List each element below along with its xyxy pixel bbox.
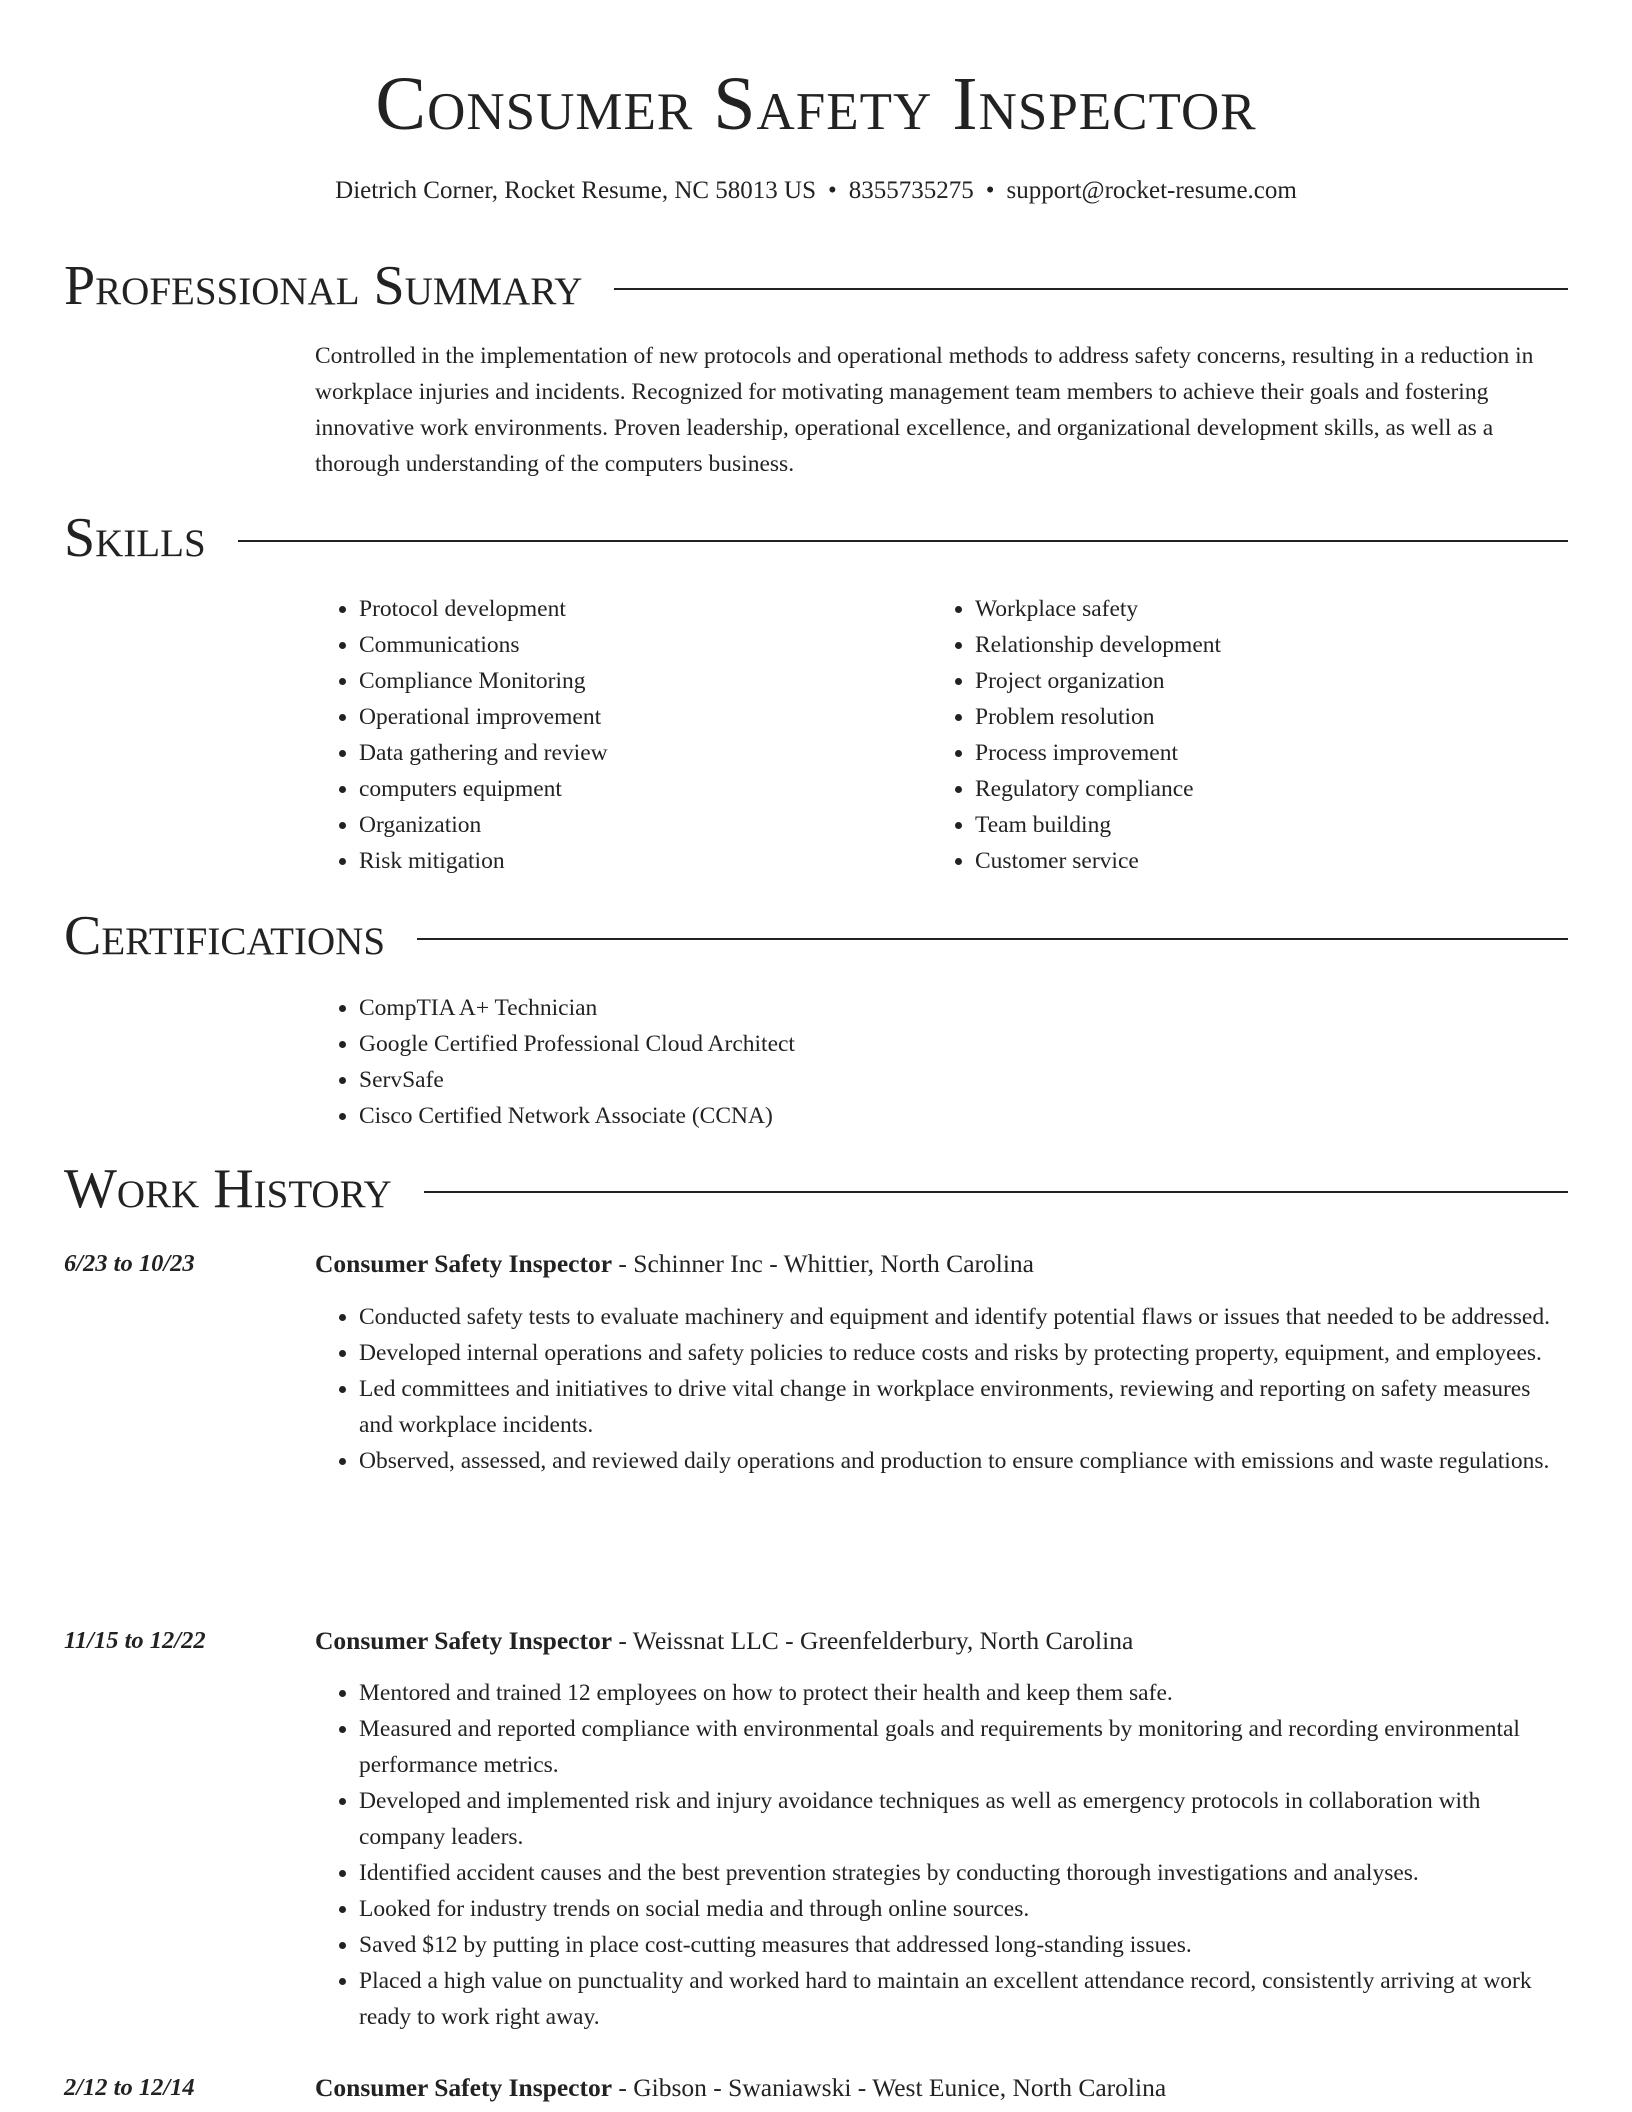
contact-address: Dietrich Corner, Rocket Resume, NC 58013 US [335, 177, 817, 204]
job-bullet: • Identified accident causes and the best prevention strategies by conducting thorough investigations and analyses. [359, 1855, 1570, 1891]
skill-item: • Protocol development [359, 591, 895, 627]
candidate-name: Consumer Safety Inspector [375, 62, 1257, 146]
job-title: Consumer Safety Inspector [315, 1626, 613, 1655]
certification-list [315, 990, 1570, 1134]
job-bullet: • Led committees and initiatives to drive vital change in workplace environments, reviewing and reporting on safety measures and workplace incidents. [359, 1371, 1570, 1443]
job-bullet: • Looked for industry trends on social media and through online sources. [359, 1891, 1570, 1927]
job-employer-location: - Schinner Inc - Whittier, North Carolina [612, 1249, 1034, 1278]
skill-item: • Operational improvement [359, 699, 895, 735]
skill-item: • Process improvement [975, 735, 1571, 771]
job-list [315, 1299, 1570, 1479]
skills-column-right [931, 591, 1571, 879]
section-divider [614, 288, 1568, 290]
skills-column-left [315, 591, 895, 879]
summary-section-header [64, 253, 1568, 319]
job-bullet: • Observed, assessed, and reviewed daily operations and production to ensure compliance with emissions and waste regulations. [359, 1443, 1570, 1479]
job-dates: 11/15 to 12/22 [64, 1627, 206, 1654]
skill-item: • Data gathering and review [359, 735, 895, 771]
contact-line [0, 174, 1632, 208]
job-bullet: • Placed a high value on punctuality and worked hard to maintain an excellent attendance record, consistently arriving at work ready to work right away. [359, 1963, 1570, 2035]
job-employer-location: - Weissnat LLC - Greenfelderbury, North Carolina [612, 1626, 1134, 1655]
skill-item: • Project organization [975, 663, 1571, 699]
job-dates: 6/23 to 10/23 [64, 1250, 195, 1277]
contact-separator: • [985, 177, 995, 204]
contact-email: support@rocket-resume.com [1006, 177, 1297, 204]
certifications-section-header [64, 903, 1568, 969]
job-title: Consumer Safety Inspector [315, 1249, 613, 1278]
job-bullet: • Saved $12 by putting in place cost-cutting measures that addressed long-standing issues. [359, 1927, 1570, 1963]
skill-item: • Team building [975, 807, 1571, 843]
skill-item: • Workplace safety [975, 591, 1571, 627]
work-history-section-header [64, 1156, 1568, 1222]
contact-phone: 8355735275 [848, 177, 974, 204]
job-bullet: • Developed internal operations and safety policies to reduce costs and risks by protecting property, equipment, and employees. [359, 1335, 1570, 1371]
section-divider [417, 938, 1568, 940]
job-bullets [315, 1675, 1570, 2035]
skill-item: • Relationship development [975, 627, 1571, 663]
section-divider [424, 1191, 1568, 1193]
skill-item: • Regulatory compliance [975, 771, 1571, 807]
job-bullet: • Measured and reported compliance with environmental goals and requirements by monitoring and recording environmental performance metrics. [359, 1711, 1570, 1783]
skill-list [931, 591, 1571, 879]
certifications-list [315, 990, 1570, 1134]
job-heading [315, 1623, 1575, 1659]
skill-item: • Organization [359, 807, 895, 843]
job-heading [315, 1246, 1575, 1282]
section-title-certifications: Certifications [64, 905, 386, 967]
skill-item: • Risk mitigation [359, 843, 895, 879]
skill-item: • Customer service [975, 843, 1571, 879]
job-bullet: • Conducted safety tests to evaluate machinery and equipment and identify potential flaws or issues that needed to be addressed. [359, 1299, 1570, 1335]
job-employer-location: - Gibson - Swaniawski - West Eunice, North Carolina [612, 2073, 1167, 2102]
skill-item: • Compliance Monitoring [359, 663, 895, 699]
contact-separator: • [828, 177, 837, 204]
section-title-skills: Skills [64, 507, 206, 569]
job-heading [315, 2070, 1575, 2106]
section-divider [238, 540, 1568, 542]
skill-item: • Problem resolution [975, 699, 1571, 735]
certification-item: • Cisco Certified Network Associate (CCNA) [359, 1098, 1570, 1134]
job-list [315, 1675, 1570, 2035]
certification-item: • ServSafe [359, 1062, 1570, 1098]
skill-item: • Communications [359, 627, 895, 663]
job-bullets [315, 1299, 1570, 1479]
job-bullet: • Mentored and trained 12 employees on how to protect their health and keep them safe. [359, 1675, 1570, 1711]
skill-item: • computers equipment [359, 771, 895, 807]
section-title-work-history: Work History [64, 1158, 392, 1220]
certification-item: • Google Certified Professional Cloud Architect [359, 1026, 1570, 1062]
job-bullet: • Developed and implemented risk and injury avoidance techniques as well as emergency protocols in collaboration with company leaders. [359, 1783, 1570, 1855]
certification-item: • CompTIA A+ Technician [359, 990, 1570, 1026]
job-title: Consumer Safety Inspector [315, 2073, 613, 2102]
summary-text: Controlled in the implementation of new protocols and operational methods to address safety concerns, resulting in a reduction in workplace injuries and incidents. Recognized for motivating management team members to achieve their goals and fostering innovative work environments. Proven leadership, operational excellence, and organizational development skills, as well as a thorough understanding of the computers business. [315, 343, 1534, 477]
skills-section-header [64, 505, 1568, 571]
section-title-summary: Professional Summary [64, 255, 583, 317]
skill-list [315, 591, 895, 879]
job-dates: 2/12 to 12/14 [64, 2074, 195, 2101]
